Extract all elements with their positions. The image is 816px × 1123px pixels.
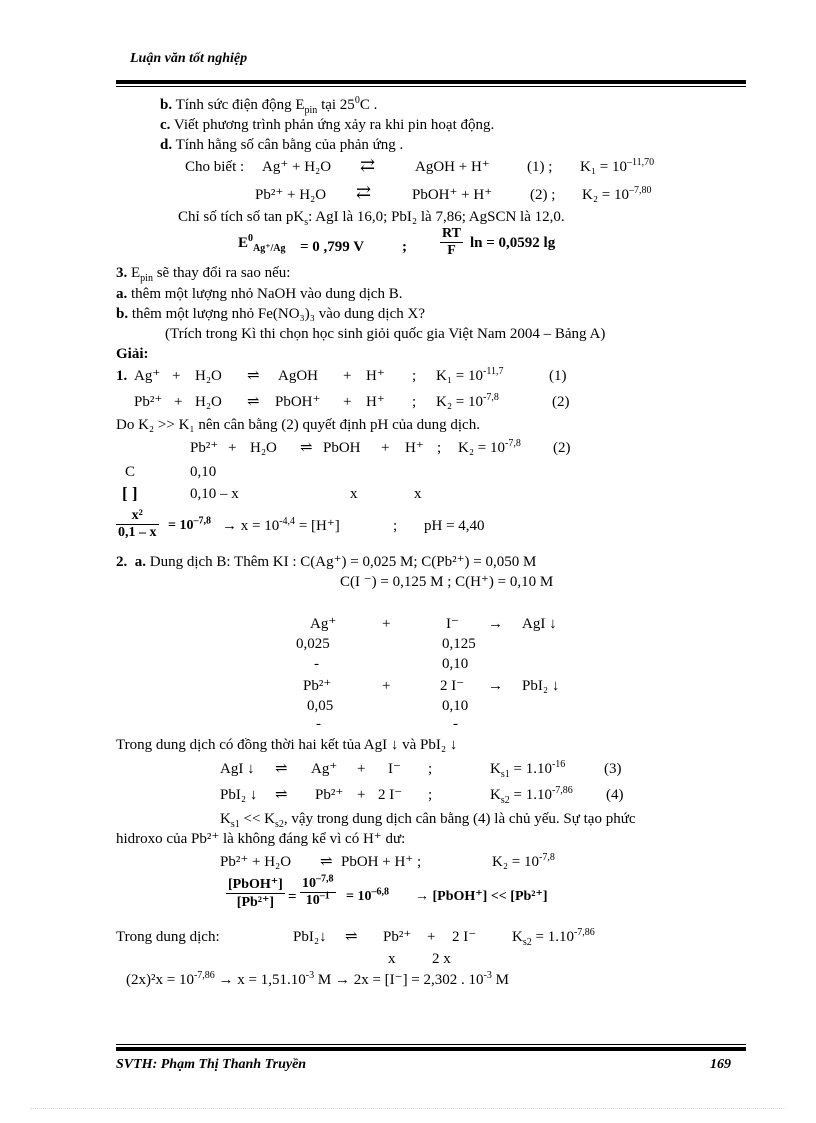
ka-value	[168, 515, 211, 533]
ka-res: → x = 10	[222, 518, 280, 534]
rt-numerator: RT	[442, 226, 461, 241]
ka-result	[222, 516, 340, 534]
r3-h2o: H₂O	[250, 440, 277, 456]
t1-ag: Ag⁺	[310, 616, 337, 632]
r3-pb: Pb²⁺	[190, 440, 219, 456]
final-d: M	[491, 972, 509, 988]
para1-mid: << K	[239, 811, 276, 827]
r1-k-base: K₁ = 10	[436, 368, 484, 384]
final-line	[126, 970, 509, 988]
t4-arrow: →	[488, 678, 503, 694]
eq2-right: PbOH⁺ + H⁺	[412, 187, 493, 203]
pboh-denominator: [Pb²⁺]	[236, 895, 275, 910]
in-solution-label: Trong dung dịch:	[116, 929, 220, 945]
k2-plus: +	[357, 787, 366, 803]
t4-pb: Pb²⁺	[303, 678, 332, 694]
q3-num: 3.	[116, 265, 128, 281]
q2-b-tail: tại 25	[321, 97, 355, 113]
q3-a-label: a.	[116, 286, 128, 302]
pboh-ratio-fraction	[226, 876, 285, 911]
k2-k-base: K	[490, 787, 501, 803]
k2-num: (4)	[606, 787, 624, 803]
final-exp2: -3	[305, 970, 315, 981]
q3-source: (Trích trong Kì thi chọn học sinh giỏi quốc gia Việt Nam 2004 – Bảng A)	[165, 326, 606, 342]
ka-exp: –7,8	[193, 515, 211, 527]
eq2-num: (2) ;	[530, 187, 556, 203]
eq1-num: (1) ;	[527, 159, 553, 175]
r3-arrow: ⇌	[300, 440, 313, 456]
r3-pboh: PbOH	[323, 440, 361, 456]
in-k-eq: = 1.10	[531, 929, 574, 945]
pboh-n2: 10	[302, 876, 316, 891]
eq1-left: Ag⁺ + H₂O	[262, 159, 332, 175]
in-row-x: x	[388, 951, 396, 967]
ksp-tail: : AgI là 16,0; PbI₂ là 7,86; AgSCN là 12,0.	[308, 209, 565, 225]
k1-i: I⁻	[388, 761, 401, 777]
header-rule-thin	[116, 86, 746, 87]
row-eq-x1: x	[350, 486, 358, 502]
q2-b-end: C .	[359, 97, 378, 113]
pboh-res: = 10	[346, 889, 372, 904]
k2-pbi2: PbI₂ ↓	[220, 787, 258, 803]
s2-num: 2.	[116, 554, 128, 570]
k2-semi: ;	[428, 787, 433, 803]
q3-b-label: b.	[116, 306, 129, 322]
r2-plus1: +	[174, 394, 183, 410]
in-k-exp: -7,86	[573, 927, 595, 938]
rt-denominator: F	[447, 243, 456, 258]
t3-b: 0,10	[442, 656, 469, 672]
eq2-k-exp: –7,80	[629, 185, 652, 196]
final-exp: -7,86	[193, 970, 215, 981]
k2-i: 2 I⁻	[378, 787, 403, 803]
t6-a: -	[316, 716, 321, 732]
pboh-value-numerator	[300, 873, 336, 893]
solution-step1-num	[116, 369, 127, 384]
eq1-right: AgOH + H⁺	[415, 159, 490, 175]
k2-arrow: ⇌	[275, 787, 288, 803]
in-row-2x: 2 x	[432, 951, 451, 967]
e0-label: E	[238, 235, 249, 251]
in-k	[512, 927, 595, 948]
final-a: (2x)²x = 10	[126, 972, 194, 988]
pboh-value-fraction	[300, 873, 336, 909]
r1-arrow: ⇌	[247, 368, 260, 384]
r4-k-base: K₂ = 10	[492, 854, 540, 870]
in-k-sub: s2	[522, 937, 532, 948]
r2-h: H⁺	[366, 394, 385, 410]
t2-b: 0,125	[442, 636, 476, 652]
eq2-left: Pb²⁺ + H₂O	[255, 187, 327, 203]
r3-k-base: K₂ = 10	[458, 440, 506, 456]
k2-k-exp: -7,86	[551, 785, 573, 796]
para1-k: K	[220, 811, 231, 827]
para1	[220, 811, 636, 830]
pboh-d2-exp: –1	[319, 890, 330, 902]
r1-plus1: +	[172, 368, 181, 384]
q2-c-label: c.	[160, 117, 171, 133]
s1-num: 1.	[116, 368, 128, 384]
r2-k	[436, 392, 499, 410]
e0-value: = 0 ,799 V	[300, 239, 365, 255]
r4-right: PbOH + H⁺ ;	[341, 854, 422, 870]
q3-title	[116, 265, 291, 284]
s2-text2: C(I ⁻) = 0,125 M ; C(H⁺) = 0,10 M	[340, 574, 554, 590]
eq1-k-base: K₁ = 10	[580, 159, 628, 175]
e0-sub: Ag⁺/Ag	[253, 243, 286, 254]
r1-h2o: H₂O	[195, 368, 222, 384]
r3-semi: ;	[437, 440, 442, 456]
footer-author: SVTH: Phạm Thị Thanh Truyền	[116, 1057, 307, 1072]
r1-agoh: AgOH	[278, 368, 318, 384]
k1-semi: ;	[428, 761, 433, 777]
t3-a: -	[314, 656, 319, 672]
t4-pbi2: PbI₂ ↓	[522, 678, 560, 694]
r1-ag: Ag⁺	[134, 368, 161, 384]
t5-a: 0,05	[307, 698, 334, 714]
t1-plus: +	[382, 616, 391, 632]
k1-k	[490, 759, 566, 780]
in-pb: Pb²⁺	[383, 929, 412, 945]
final-c: M → 2x = [I⁻] = 2,302 . 10	[314, 972, 484, 988]
pboh-numerator: [PbOH⁺]	[228, 877, 283, 892]
ksp-line	[178, 209, 565, 228]
q2-d-line	[160, 138, 403, 153]
footer-rule-thick	[116, 1047, 746, 1051]
k2-k-eq: = 1.10	[509, 787, 552, 803]
r4-k-exp: -7,8	[539, 852, 555, 863]
q2-b-line	[160, 95, 378, 116]
q2-c-line	[160, 118, 494, 133]
r2-plus2: +	[343, 394, 352, 410]
q2-b-sub: pin	[304, 105, 318, 116]
ka-semi: ;	[393, 518, 398, 534]
q2-b-text: Tính sức điện động E	[175, 97, 305, 113]
r2-num: (2)	[552, 394, 570, 410]
k1-plus: +	[357, 761, 366, 777]
para1-tail: , vậy trong dung dịch cân bằng (4) là chủ yếu. Sự tạo phức	[283, 811, 636, 827]
given-label: Cho biết :	[185, 159, 245, 175]
row-c-value: 0,10	[190, 464, 217, 480]
pboh-d2: 10	[305, 893, 320, 908]
eq2-k	[582, 185, 652, 203]
solution-title: Giải:	[116, 346, 149, 362]
r1-k-exp: -11,7	[483, 366, 504, 377]
r4-arrow: ⇌	[320, 854, 333, 870]
ka-fraction	[116, 508, 159, 541]
r1-num: (1)	[549, 368, 567, 384]
r4-left: Pb²⁺ + H₂O	[220, 854, 292, 870]
in-k-base: K	[512, 929, 523, 945]
r3-plus1: +	[228, 440, 237, 456]
r3-k	[458, 438, 521, 456]
t2-a: 0,025	[296, 636, 330, 652]
pboh-res-exp: –6,8	[371, 886, 389, 898]
page-bottom-dotted-line	[30, 1108, 786, 1109]
k2-pb: Pb²⁺	[315, 787, 344, 803]
r3-k-exp: -7,8	[505, 438, 521, 449]
pboh-n2-exp: –7,8	[316, 873, 334, 885]
pboh-result	[346, 886, 389, 904]
row-eq-value: 0,10 – x	[190, 486, 239, 502]
eq1-k	[580, 157, 655, 175]
final-exp3: -3	[483, 970, 492, 981]
r3-num: (2)	[553, 440, 571, 456]
r1-plus2: +	[343, 368, 352, 384]
q2-c-text: Viết phương trình phản ứng xảy ra khi pin hoạt động.	[173, 117, 495, 133]
eq2-equilibrium-arrow-icon: ⇄	[356, 182, 372, 202]
r2-pboh: PbOH⁺	[275, 394, 321, 410]
footer-page-number: 169	[710, 1057, 731, 1072]
para2: hidroxo của Pb²⁺ là không đáng kể vì có H⁺ dư:	[116, 831, 406, 847]
row-c-label: C	[125, 464, 136, 480]
e0-sup: 0	[248, 233, 254, 244]
r1-semi: ;	[412, 368, 417, 384]
header-title: Luận văn tốt nghiệp	[130, 51, 248, 66]
r2-h2o: H₂O	[195, 394, 222, 410]
para1-s1: s1	[230, 819, 240, 830]
ka-eq: = 10	[168, 518, 194, 533]
header-rule-thick	[116, 80, 746, 84]
ka-ph: pH = 4,40	[424, 518, 485, 534]
ka-numerator: x²	[116, 508, 159, 525]
t4-i: 2 I⁻	[440, 678, 465, 694]
eq1-equilibrium-arrow-icon: ⇄	[360, 155, 376, 175]
eq2-k-base: K₂ = 10	[582, 187, 630, 203]
k2-k-sub: s2	[500, 795, 510, 806]
k2-k	[490, 785, 573, 806]
t1-agi: AgI ↓	[522, 616, 557, 632]
k1-k-sub: s1	[500, 769, 510, 780]
footer-rule-thin	[116, 1044, 746, 1045]
in-arrow: ⇌	[345, 929, 358, 945]
t1-i: I⁻	[446, 616, 459, 632]
in-pbi2: PbI₂↓	[293, 929, 327, 945]
q3-tail: sẽ thay đổi ra sao nếu:	[156, 265, 291, 281]
r3-plus2: +	[381, 440, 390, 456]
t1-arrow: →	[488, 616, 503, 632]
q3-sub: pin	[140, 273, 153, 284]
k1-agi: AgI ↓	[220, 761, 255, 777]
t6-b: -	[453, 716, 458, 732]
s2-a: a.	[134, 554, 146, 570]
ksp-sub: s	[304, 217, 309, 228]
rt-value: ln = 0,0592 lg	[470, 235, 556, 251]
k1-arrow: ⇌	[275, 761, 288, 777]
q2-b-sup: 0	[354, 95, 360, 106]
eq1-k-exp: –11,70	[627, 157, 655, 168]
r2-k-exp: -7,8	[483, 392, 499, 403]
t4-plus: +	[382, 678, 391, 694]
ka-res-exp: -4,4	[279, 516, 296, 527]
e0-semicolon: ;	[402, 239, 407, 255]
both-precipitates: Trong dung dịch có đồng thời hai kết tủa AgI ↓ và PbI₂ ↓	[116, 737, 458, 753]
ksp-text: Chỉ số tích số tan pK	[178, 209, 305, 225]
t5-b: 0,10	[442, 698, 469, 714]
ka-res2: = [H⁺]	[295, 518, 340, 534]
row-eq-x2: x	[414, 486, 422, 502]
ka-denominator: 0,1 – x	[118, 525, 157, 540]
q3-b-text: thêm một lượng nhỏ Fe(NO₃)₃ vào dung dịch X?	[131, 306, 425, 322]
k1-num: (3)	[604, 761, 622, 777]
s2-text: Dung dịch B: Thêm KI : C(Ag⁺) = 0,025 M; C(Pb²⁺) = 0,050 M	[149, 554, 537, 570]
r2-arrow: ⇌	[247, 394, 260, 410]
r2-semi: ;	[412, 394, 417, 410]
r4-k	[492, 852, 555, 870]
final-b: → x = 1,51.10	[214, 972, 306, 988]
pboh-value-denominator	[300, 890, 336, 909]
r2-k-base: K₂ = 10	[436, 394, 484, 410]
para1-s2: s2	[275, 819, 284, 830]
in-i: 2 I⁻	[452, 929, 477, 945]
q3-e: E	[131, 265, 141, 281]
q3-b-line	[116, 307, 425, 322]
r1-h: H⁺	[366, 368, 385, 384]
row-eq-label: [ ]	[122, 484, 138, 503]
q3-a-text: thêm một lượng nhỏ NaOH vào dung dịch B.	[131, 286, 403, 302]
r1-k	[436, 366, 504, 384]
r3-h: H⁺	[405, 440, 424, 456]
k1-k-eq: = 1.10	[509, 761, 552, 777]
e0-symbol	[238, 233, 286, 254]
k1-ag: Ag⁺	[311, 761, 338, 777]
k1-k-base: K	[490, 761, 501, 777]
rt-fraction	[440, 226, 463, 259]
pboh-eq1: =	[288, 889, 297, 905]
in-plus: +	[427, 929, 436, 945]
k1-k-exp: -16	[551, 759, 566, 770]
q2-d-text: Tính hằng số cân bằng của phản ứng .	[175, 137, 404, 153]
s2-line	[116, 555, 536, 570]
q2-b-label: b.	[160, 97, 173, 113]
q3-a-line	[116, 287, 402, 302]
pboh-compare: → [PbOH⁺] << [Pb²⁺]	[415, 889, 548, 904]
r2-pb: Pb²⁺	[134, 394, 163, 410]
solution-note: Do K₂ >> K₁ nên cân bằng (2) quyết định pH của dung dịch.	[116, 417, 480, 433]
q2-d-label: d.	[160, 137, 173, 153]
